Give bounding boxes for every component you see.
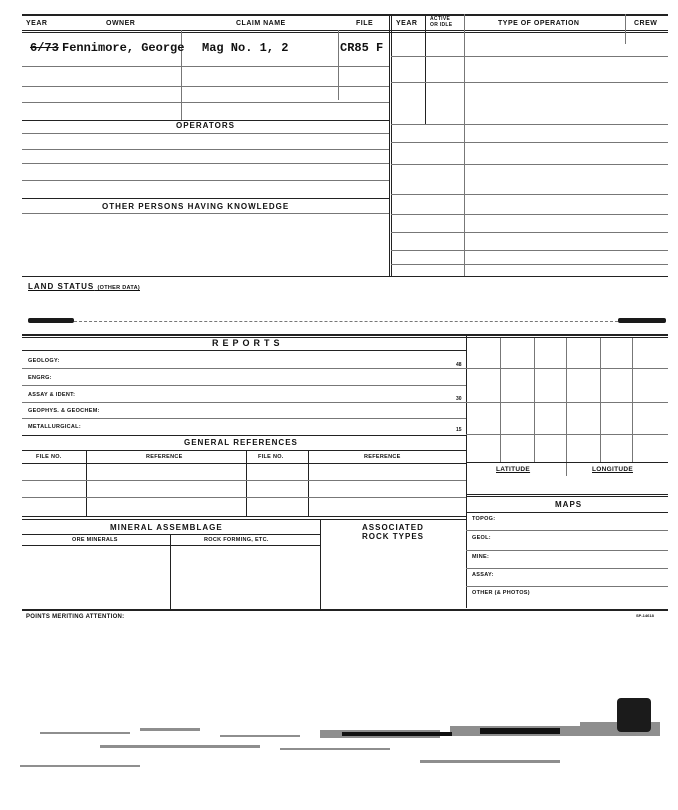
report-label-geophys: GEOPHYS. & GEOCHEM:	[28, 408, 100, 414]
report-num-assay: 30	[456, 396, 462, 402]
gr-col-file-no-1: FILE NO.	[36, 454, 62, 460]
associated-rock-types-1: ASSOCIATED	[362, 523, 424, 532]
other-persons-heading: OTHER PERSONS HAVING KNOWLEDGE	[102, 202, 290, 211]
operators-heading: OPERATORS	[176, 121, 235, 130]
mineral-assemblage-heading: MINERAL ASSEMBLAGE	[110, 523, 223, 532]
land-status-title: LAND STATUS	[28, 282, 95, 291]
header-file: FILE	[356, 20, 374, 27]
entry-file: CR85 F	[340, 41, 384, 55]
rock-forming-label: ROCK FORMING, ETC.	[204, 537, 269, 543]
header-owner: OWNER	[106, 20, 136, 27]
gr-col-reference-2: REFERENCE	[364, 454, 401, 460]
entry-claim-name: Mag No. 1, 2	[202, 41, 289, 55]
report-label-assay: ASSAY & IDENT:	[28, 392, 76, 398]
associated-rock-types-2: ROCK TYPES	[362, 532, 425, 541]
maps-row-geol: GEOL:	[472, 535, 491, 541]
report-num-geology: 48	[456, 362, 462, 368]
land-status-note: (OTHER DATA)	[97, 285, 140, 291]
report-label-engrg: ENGRG:	[28, 375, 52, 381]
header-active: ACTIVE	[430, 16, 451, 22]
maps-row-assay: ASSAY:	[472, 572, 494, 578]
gr-col-file-no-2: FILE NO.	[258, 454, 284, 460]
points-meriting-attention: POINTS MERITING ATTENTION:	[26, 614, 125, 620]
form-number: SP-14618	[636, 613, 654, 618]
report-num-metallurgical: 15	[456, 427, 462, 433]
header-year-right: YEAR	[396, 20, 418, 27]
header-or-idle: OR IDLE	[430, 22, 453, 28]
report-label-geology: GEOLOGY:	[28, 358, 60, 364]
general-references-heading: GENERAL REFERENCES	[184, 438, 298, 447]
entry-year: 6/73	[30, 41, 59, 55]
maps-row-mine: MINE:	[472, 554, 490, 560]
header-year: YEAR	[26, 20, 48, 27]
reports-heading: REPORTS	[212, 338, 284, 348]
maps-row-other: OTHER (& PHOTOS)	[472, 590, 530, 596]
latitude-label: LATITUDE	[496, 466, 531, 473]
header-type-of-operation: TYPE OF OPERATION	[498, 20, 580, 27]
report-label-metallurgical: METALLURGICAL:	[28, 424, 81, 430]
maps-row-topog: TOPOG:	[472, 516, 496, 522]
ore-minerals-label: ORE MINERALS	[72, 537, 118, 543]
header-claim-name: CLAIM NAME	[236, 20, 286, 27]
header-crew: CREW	[634, 20, 658, 27]
entry-owner: Fennimore, George	[62, 41, 185, 55]
gr-col-reference-1: REFERENCE	[146, 454, 183, 460]
longitude-label: LONGITUDE	[592, 466, 633, 473]
maps-heading: MAPS	[555, 500, 583, 509]
